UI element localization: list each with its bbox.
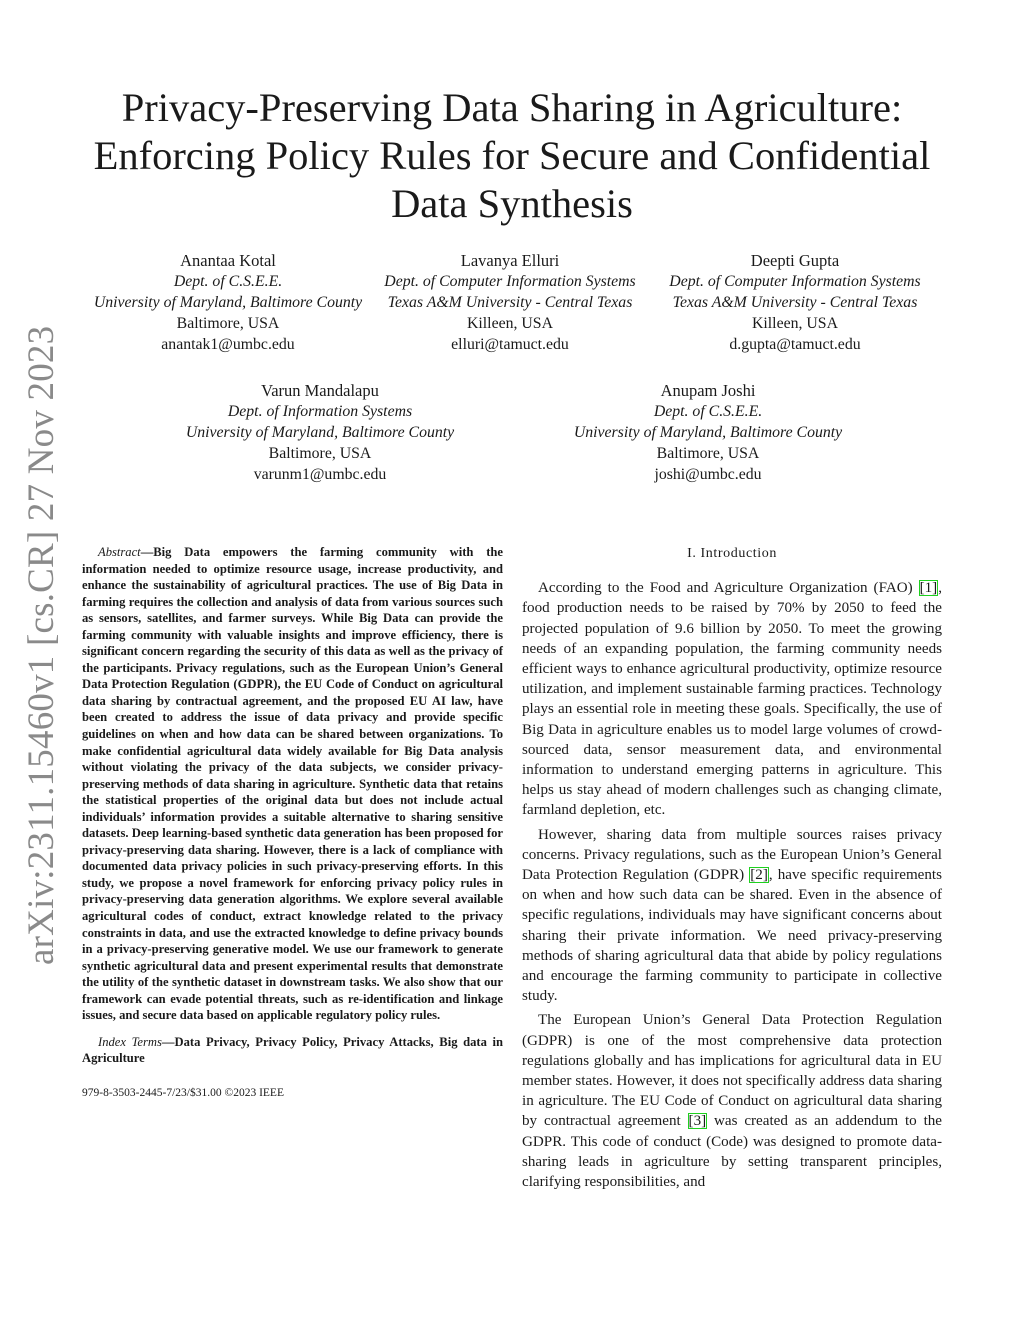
author-email: anantak1@umbc.edu xyxy=(161,336,295,353)
citation-link-1[interactable]: [1] xyxy=(919,580,938,597)
copyright-line: 979-8-3503-2445-7/23/$31.00 ©2023 IEEE xyxy=(82,1086,284,1099)
title-line-3: Data Synthesis xyxy=(391,181,633,226)
author-institution: Texas A&M University - Central Texas xyxy=(672,294,918,311)
author-name: Anupam Joshi xyxy=(660,381,756,400)
author-institution: University of Maryland, Baltimore County xyxy=(185,424,455,441)
author-email: d.gupta@tamuct.edu xyxy=(729,336,861,353)
index-terms-text: Data Privacy, Privacy Policy, Privacy Attacks, Big data in Agriculture xyxy=(82,1034,503,1066)
abstract xyxy=(82,544,503,1024)
author-institution: University of Maryland, Baltimore County xyxy=(573,424,843,441)
intro-p1-text-b: , food production needs to be raised by 70% by 2050 to feed the projected population of 9.6 billion by 2050. To meet the growing needs of an expanding population, the farming community needs efficient ways to enhance agricultural productivity, optimize resource utilization, and implement sustainable farming practices. Technology plays an essential role in meeting these goals. Specifically, the use of Big Data in agriculture enables us to model large volumes of crowd-sourced data, sensor measurement data, and environmental information to understand emerging patterns in agriculture. This helps us stay ahead of modern challenges such as changing climate, farmland depletion, etc. xyxy=(522,580,942,819)
title-line-2: Enforcing Policy Rules for Secure and Confidential xyxy=(93,133,931,178)
intro-p2-text-b: , have specific requirements on when and how such data can be shared. Even in the absence of specific regulations, individuals may have significant concerns about sharing their private information. We need privacy-preserving methods of sharing agricultural data that abide by policy regulations and encourage the farming community to participate in collective study. xyxy=(522,867,942,1005)
author-block-5 xyxy=(548,380,868,485)
author-location: Baltimore, USA xyxy=(268,445,372,462)
intro-paragraph-1 xyxy=(522,578,942,820)
author-name: Deepti Gupta xyxy=(750,251,840,270)
author-location: Baltimore, USA xyxy=(656,445,760,462)
index-terms xyxy=(82,1034,503,1067)
intro-p3-text-a: The European Union’s General Data Protection Regulation (GDPR) is one of the most comprehensive data protection regulations globally and has implications for agricultural data in EU member states. However, it does not specifically address data sharing in agriculture. The EU Code of Conduct on agricultural data sharing by contractual agreement xyxy=(522,1012,942,1130)
author-department: Dept. of Computer Information Systems xyxy=(384,273,636,290)
author-block-2 xyxy=(360,250,660,355)
author-block-1 xyxy=(68,250,388,355)
abstract-label: Abstract xyxy=(98,545,141,559)
title-line-1: Privacy-Preserving Data Sharing in Agriculture: xyxy=(121,85,903,130)
author-location: Killeen, USA xyxy=(467,315,553,332)
author-email: varunm1@umbc.edu xyxy=(253,466,387,483)
citation-link-2[interactable]: [2] xyxy=(750,867,768,884)
author-email: elluri@tamuct.edu xyxy=(451,336,569,353)
author-institution: Texas A&M University - Central Texas xyxy=(387,294,633,311)
intro-p3-text-b: was created as an addendum to the GDPR. This code of conduct (Code) was designed to promote data-sharing leads in agriculture by setting transparent principles, clarifying responsibilities, and xyxy=(522,1113,943,1191)
author-department: Dept. of Information Systems xyxy=(227,403,413,420)
section-heading-introduction: I. Introduction xyxy=(687,546,777,561)
author-name: Varun Mandalapu xyxy=(261,381,379,400)
intro-paragraph-3 xyxy=(522,1010,942,1192)
author-institution: University of Maryland, Baltimore County xyxy=(93,294,363,311)
author-name: Anantaa Kotal xyxy=(180,251,276,270)
author-department: Dept. of C.S.E.E. xyxy=(653,403,763,420)
author-department: Dept. of C.S.E.E. xyxy=(173,273,283,290)
arxiv-identifier-stamp: arXiv:2311.15460v1 [cs.CR] 27 Nov 2023 xyxy=(21,325,62,965)
abstract-dash: — xyxy=(140,545,154,559)
index-terms-label: Index Terms xyxy=(98,1034,162,1049)
author-block-4 xyxy=(160,380,480,485)
intro-paragraph-2 xyxy=(522,825,942,1007)
author-department: Dept. of Computer Information Systems xyxy=(669,273,921,290)
abstract-text: Big Data empowers the farming community with the information needed to optimize resource usage, increase productivity, and enhance the sustainability of agricultural practices. The use of Big Data in farming requires the collection and analysis of data from various sources such as sensors, satellites, and farmer surveys. While Big Data can provide the farming community with valuable insights and improve efficiency, there is significant concern regarding the security of this data as well as the privacy of the participants. Privacy regulations, such as the European Union’s General Data Protection Regulation (GDPR), the EU Code of Conduct on agricultural data sharing by contractual agreement, and the proposed EU AI law, have been created to address the issue of data privacy and provide specific guidelines on when and how data can be shared between organizations. To make confidential agricultural data widely available for Big Data analysis without violating the privacy of the data subjects, we consider privacy-preserving methods of data sharing in agriculture. Synthetic data that retains the statistical properties of the original data but does not include actual individuals’ information provides a suitable alternative to sharing sensitive datasets. Deep learning-based synthetic data generation has been proposed for privacy-preserving data sharing. However, there is a lack of compliance with documented data privacy policies in such privacy-preserving efforts. In this study, we propose a novel framework for enforcing privacy policy rules in privacy-preserving data generation algorithms. We explore several available agricultural codes of conduct, extract knowledge related to the privacy constraints in data, and use the extracted knowledge to define privacy bounds in a privacy-preserving generative model. We use our framework to generate synthetic agricultural data and present experimental results that demonstrate the utility of the synthetic dataset in downstream tasks. We also show that our framework can evade potential threats, such as re-identification and linkage issues, and secure data based on applicable regulatory policy rules. xyxy=(82,545,503,1023)
paper-title xyxy=(60,84,964,228)
author-email: joshi@umbc.edu xyxy=(654,466,762,483)
index-terms-dash: — xyxy=(161,1034,175,1049)
author-block-3 xyxy=(650,250,940,355)
intro-p1-text-a: According to the Food and Agriculture Organization (FAO) xyxy=(538,580,919,597)
right-column xyxy=(522,544,942,1196)
intro-p2-text-a: However, sharing data from multiple sources raises privacy concerns. Privacy regulations, such as the European Union’s General Data Protection Regulation (GDPR) xyxy=(522,826,942,884)
author-location: Killeen, USA xyxy=(752,315,838,332)
author-name: Lavanya Elluri xyxy=(460,251,560,270)
author-location: Baltimore, USA xyxy=(176,315,280,332)
citation-link-3[interactable]: [3] xyxy=(688,1113,707,1130)
left-column xyxy=(82,544,503,1102)
